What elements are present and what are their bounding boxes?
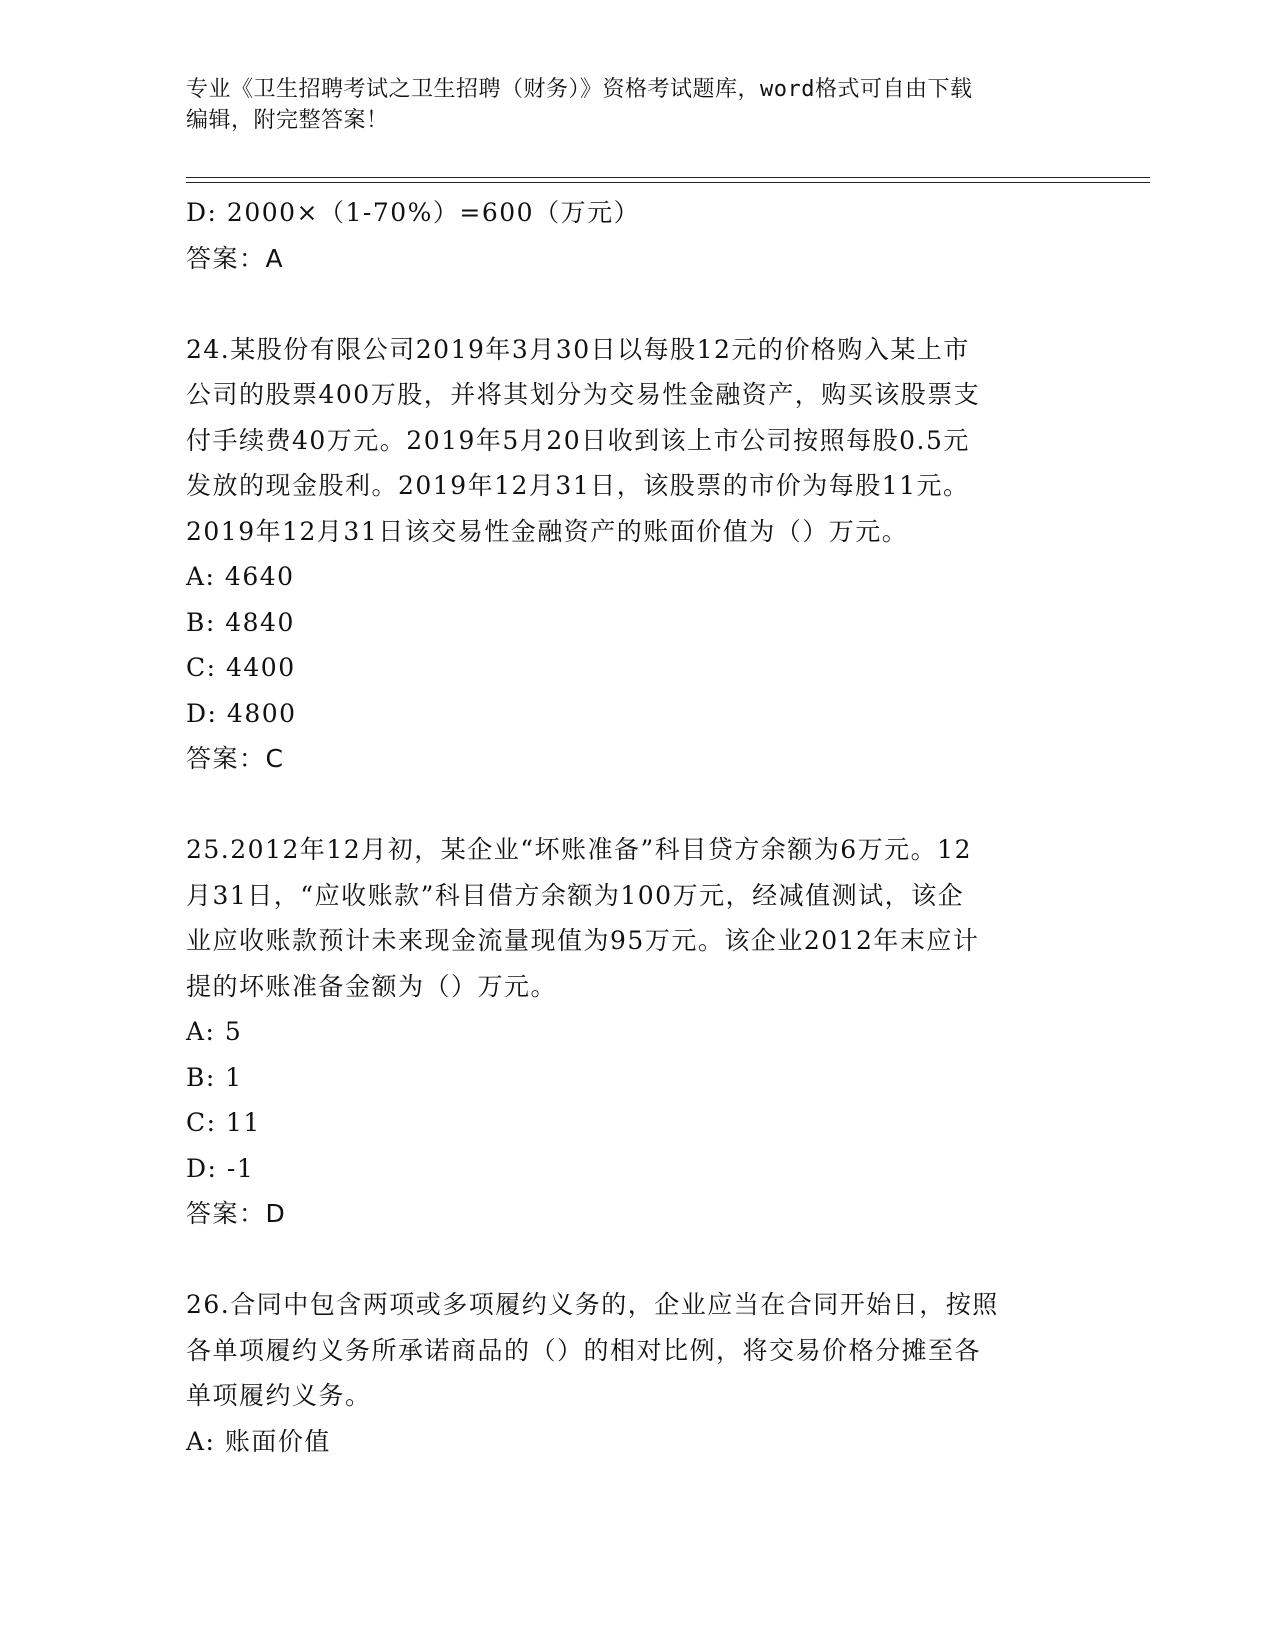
spacer [186, 281, 1086, 327]
page-header [186, 74, 1066, 136]
question-content [186, 190, 1086, 1464]
question-text-line: 2019年12月31日该交易性金融资产的账面价值为（）万元。 [186, 516, 909, 546]
prev-option-d: D: 2000×（1-70%）=600（万元） [186, 198, 641, 227]
option-c: C: 11 [186, 1108, 261, 1137]
spacer [186, 1237, 1086, 1283]
option-d: D: -1 [186, 1153, 255, 1183]
option-d: D: 4800 [186, 698, 297, 728]
question-text-line: 24.某股份有限公司2019年3月30日以每股12元的价格购入某上市 [186, 334, 970, 364]
question-26 [186, 1282, 1086, 1464]
header-line-1: 专业《卫生招聘考试之卫生招聘（财务）》资格考试题库，word格式可自由下载 [186, 77, 973, 102]
header-rule-top [186, 177, 1150, 178]
question-text-line: 25.2012年12月初，某企业“坏账准备”科目贷方余额为6万元。12 [186, 835, 972, 864]
question-24 [186, 327, 1086, 782]
option-b: B: 1 [186, 1062, 243, 1092]
option-b: B: 4840 [186, 607, 295, 637]
option-a: A: 账面价值 [186, 1426, 331, 1456]
question-text-line: 提的坏账准备金额为（）万元。 [186, 971, 558, 1001]
option-a: A: 5 [186, 1017, 243, 1046]
question-text-line: 付手续费40万元。2019年5月20日收到该上市公司按照每股0.5元 [186, 425, 970, 455]
question-text-line: 发放的现金股利。2019年12月31日，该股票的市价为每股11元。 [186, 471, 970, 500]
header-rule-bottom [186, 182, 1150, 183]
answer: 答案：D [186, 1199, 287, 1228]
spacer [186, 782, 1086, 828]
prev-answer: 答案：A [186, 243, 285, 273]
question-text-line: 26.合同中包含两项或多项履约义务的，企业应当在合同开始日，按照 [186, 1290, 999, 1319]
option-c: C: 4400 [186, 653, 296, 682]
question-25 [186, 827, 1086, 1237]
question-text-line: 各单项履约义务所承诺商品的（）的相对比例，将交易价格分摊至各 [186, 1335, 982, 1365]
header-line-2: 编辑，附完整答案！ [186, 108, 389, 133]
option-a: A: 4640 [186, 562, 295, 591]
question-text-line: 业应收账款预计未来现金流量现值为95万元。该企业2012年末应计 [186, 926, 980, 955]
question-text-line: 单项履约义务。 [186, 1381, 372, 1410]
question-text-line: 公司的股票400万股，并将其划分为交易性金融资产，购买该股票支 [186, 380, 981, 409]
answer: 答案：C [186, 744, 285, 773]
question-text-line: 月31日，“应收账款”科目借方余额为100万元，经减值测试，该企 [186, 880, 965, 910]
